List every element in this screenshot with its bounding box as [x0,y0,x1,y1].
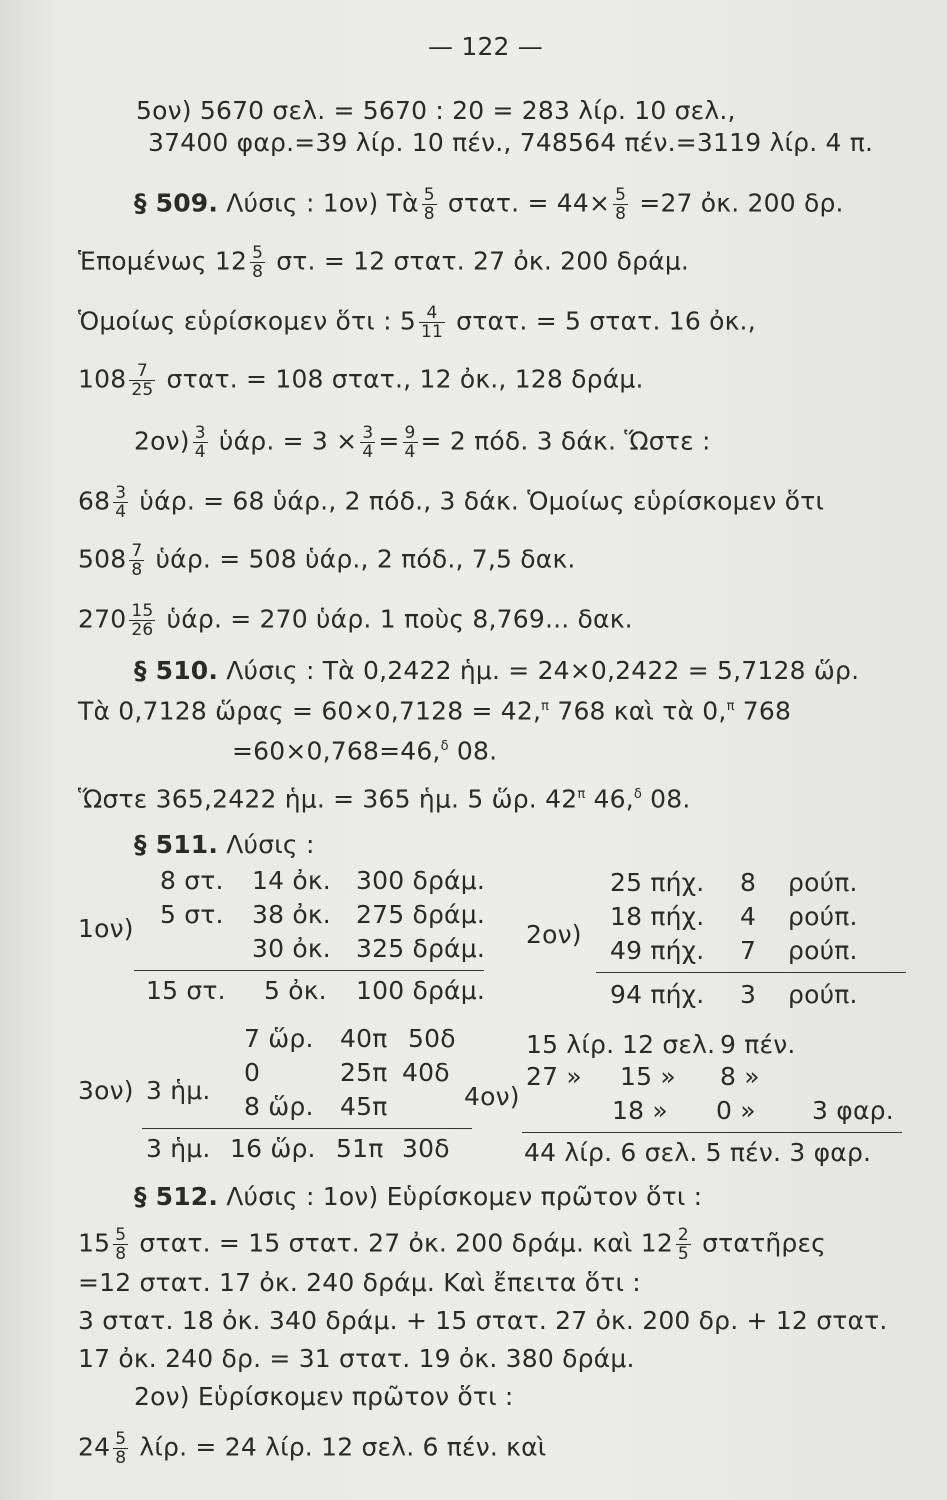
table-label: 4ον) [464,1082,520,1111]
table-cell: 4 [740,902,757,931]
table-cell: 15 » [620,1062,676,1091]
text-line: Ὥστε 365,2422 ἡμ. = 365 ἡμ. 5 ὥρ. $42^\pi$ 46,$^\delta$ 08. [78,784,691,814]
fraction: $\frac{5}{8}$ [252,243,264,282]
text-line: 15 $\frac{5}{8}$ στατ. = 15 στατ. 27 ὀκ. 200 δράμ. καὶ 12 $\frac{2}{5}$ στατῆρες [78,1225,827,1264]
table-cell: 3 φαρ. [812,1096,894,1125]
fraction: $\frac{5}{8}$ [615,185,627,224]
text-line: 108 $\frac{7}{25}$ στατ. = 108 στατ., 12 ὀκ., 128 δράμ. [78,361,644,400]
sum-rule [522,1132,902,1133]
text-line: 2ον) $\frac{3}{4}$ ὑάρ. = 3 × $\frac{3}{4}$ = $\frac{9}{4}$ = 2 πόδ. 3 δάκ. Ὥστε : [134,423,711,462]
table-cell: ρούπ. [788,902,858,931]
table-label: 2ον) [526,920,582,949]
fraction: $\frac{7}{8}$ [131,541,143,580]
table-label: 1ον) [78,914,134,943]
text-line: 270 $\frac{15}{26}$ ὑάρ. = 270 ὑάρ. 1 ποὺς 8,769... δακ. [78,601,633,640]
table-cell: 18 πήχ. [610,902,705,931]
fraction: $\frac{3}{4}$ [194,423,206,462]
text-line: =12 στατ. 17 ὀκ. 240 δράμ. Καὶ ἔπειτα ὅτι : [78,1268,641,1297]
table-cell: 8 [740,868,757,897]
table-cell: 9 πέν. [720,1030,796,1059]
table-cell: 45π [340,1092,388,1121]
table-total: 15 στ. [146,976,226,1005]
table-cell: 14 ὀκ. [252,866,331,895]
section-511-line: § 511. Λύσις : [134,830,315,859]
fraction: $\frac{5}{8}$ [115,1225,127,1264]
section-512-line: § 512. Λύσις : 1ον) Εὑρίσκομεν πρῶτον ὅτι : [134,1182,703,1211]
table-cell: 18 » [612,1096,668,1125]
table-total: 94 πήχ. [610,980,705,1009]
fraction: $\frac{9}{4}$ [404,423,416,462]
table-cell: 30 ὀκ. [252,934,331,963]
text-line: 17 ὀκ. 240 δρ. = 31 στατ. 19 ὀκ. 380 δράμ. [78,1344,635,1373]
text-line: Ἑπομένως 12 $\frac{5}{8}$ στ. = 12 στατ. 27 ὀκ. 200 δράμ. [78,243,690,282]
text-line: 37400 φαρ.=39 λίρ. 10 πέν., 748564 πέν.=3119 λίρ. 4 π. [148,128,874,157]
table-total: 30δ [402,1134,450,1163]
table-cell: 7 [740,936,757,965]
fraction: $\frac{4}{11}$ [420,303,444,342]
fraction: $\frac{3}{4}$ [115,483,127,522]
table-cell: 25π [340,1058,388,1087]
page-number: — 122 — [428,32,544,61]
section-heading: § 512. [134,1182,219,1211]
section-510-line: § 510. Λύσις : Τὰ 0,2422 ἡμ. = 24×0,2422 = 5,7128 ὥρ. [134,656,860,685]
table-cell: 0 [244,1058,261,1087]
table-cell: 50δ [408,1024,456,1053]
table-cell: 27 » [526,1062,582,1091]
table-total: 3 ἡμ. [146,1134,211,1163]
table-total: ρούπ. [788,980,858,1009]
table-cell: ρούπ. [788,936,858,965]
table-cell: 8 » [720,1062,760,1091]
sum-rule [142,1128,472,1129]
table-label: 3ον) [78,1076,134,1105]
sum-rule [134,970,484,971]
text-line: 3 στατ. 18 ὀκ. 340 δράμ. + 15 στατ. 27 ὀκ. 200 δρ. + 12 στατ. [78,1306,888,1335]
section-heading: § 511. [134,830,219,859]
table-total: 44 λίρ. 6 σελ. 5 πέν. 3 φαρ. [524,1138,872,1167]
table-cell: ρούπ. [788,868,858,897]
table-cell: 3 ἡμ. [146,1076,211,1105]
fraction: $\frac{7}{25}$ [131,361,154,400]
section-heading: § 510. [134,656,219,685]
table-cell: 300 δράμ. [356,866,485,895]
table-cell: 12 σελ. [622,1030,716,1059]
section-509-line: § 509. Λύσις : 1ον) Τὰ $\frac{5}{8}$ στατ. = 44× $\frac{5}{8}$ =27 ὀκ. 200 δρ. [134,185,844,224]
fraction: $\frac{2}{5}$ [677,1225,689,1264]
table-cell: 0 » [716,1096,756,1125]
table-cell: 49 πήχ. [610,936,705,965]
fraction: $\frac{15}{26}$ [131,601,154,640]
text-line: 2ον) Εὑρίσκομεν πρῶτον ὅτι : [134,1382,514,1411]
text-line: 508 $\frac{7}{8}$ ὑάρ. = 508 ὑάρ., 2 πόδ., 7,5 δακ. [78,541,576,580]
table-cell: 325 δράμ. [356,934,485,963]
table-cell: 5 στ. [160,900,224,929]
table-cell: 40π [340,1024,388,1053]
table-cell: 8 στ. [160,866,224,895]
fraction: $\frac{5}{8}$ [115,1429,127,1468]
text-line: 5ον) 5670 σελ. = 5670 : 20 = 283 λίρ. 10 σελ., [136,96,736,125]
section-heading: § 509. [134,188,219,218]
table-total: 100 δράμ. [356,976,485,1005]
text-line: 24 $\frac{5}{8}$ λίρ. = 24 λίρ. 12 σελ. 6 πέν. καὶ [78,1429,547,1468]
table-total: 3 [740,980,757,1009]
fraction: $\frac{3}{4}$ [362,423,374,462]
table-cell: 40δ [402,1058,450,1087]
table-total: 51π [336,1134,384,1163]
table-cell: 38 ὀκ. [252,900,331,929]
table-cell: 25 πήχ. [610,868,705,897]
table-total: 16 ὥρ. [230,1134,316,1163]
table-cell: 15 λίρ. [526,1030,615,1059]
text-line: Τὰ 0,7128 ὥρας = 60×0,7128 = 42,$^\pi$ 768 καὶ τὰ 0,$^\pi$ 768 [78,696,792,726]
table-cell: 8 ὥρ. [244,1092,314,1121]
text-line: =60×0,768=46,$^\delta$ 08. [232,736,498,766]
table-cell: 275 δράμ. [356,900,485,929]
table-total: 5 ὀκ. [264,976,327,1005]
text-line: Ὁμοίως εὑρίσκομεν ὅτι : 5 $\frac{4}{11}$ στατ. = 5 στατ. 16 ὀκ., [78,303,756,342]
sum-rule [596,972,906,973]
fraction: $\frac{5}{8}$ [423,185,435,224]
table-cell: 7 ὥρ. [244,1024,314,1053]
text-line: 68 $\frac{3}{4}$ ὑάρ. = 68 ὑάρ., 2 πόδ., 3 δάκ. Ὁμοίως εὑρίσκομεν ὅτι [78,483,825,522]
